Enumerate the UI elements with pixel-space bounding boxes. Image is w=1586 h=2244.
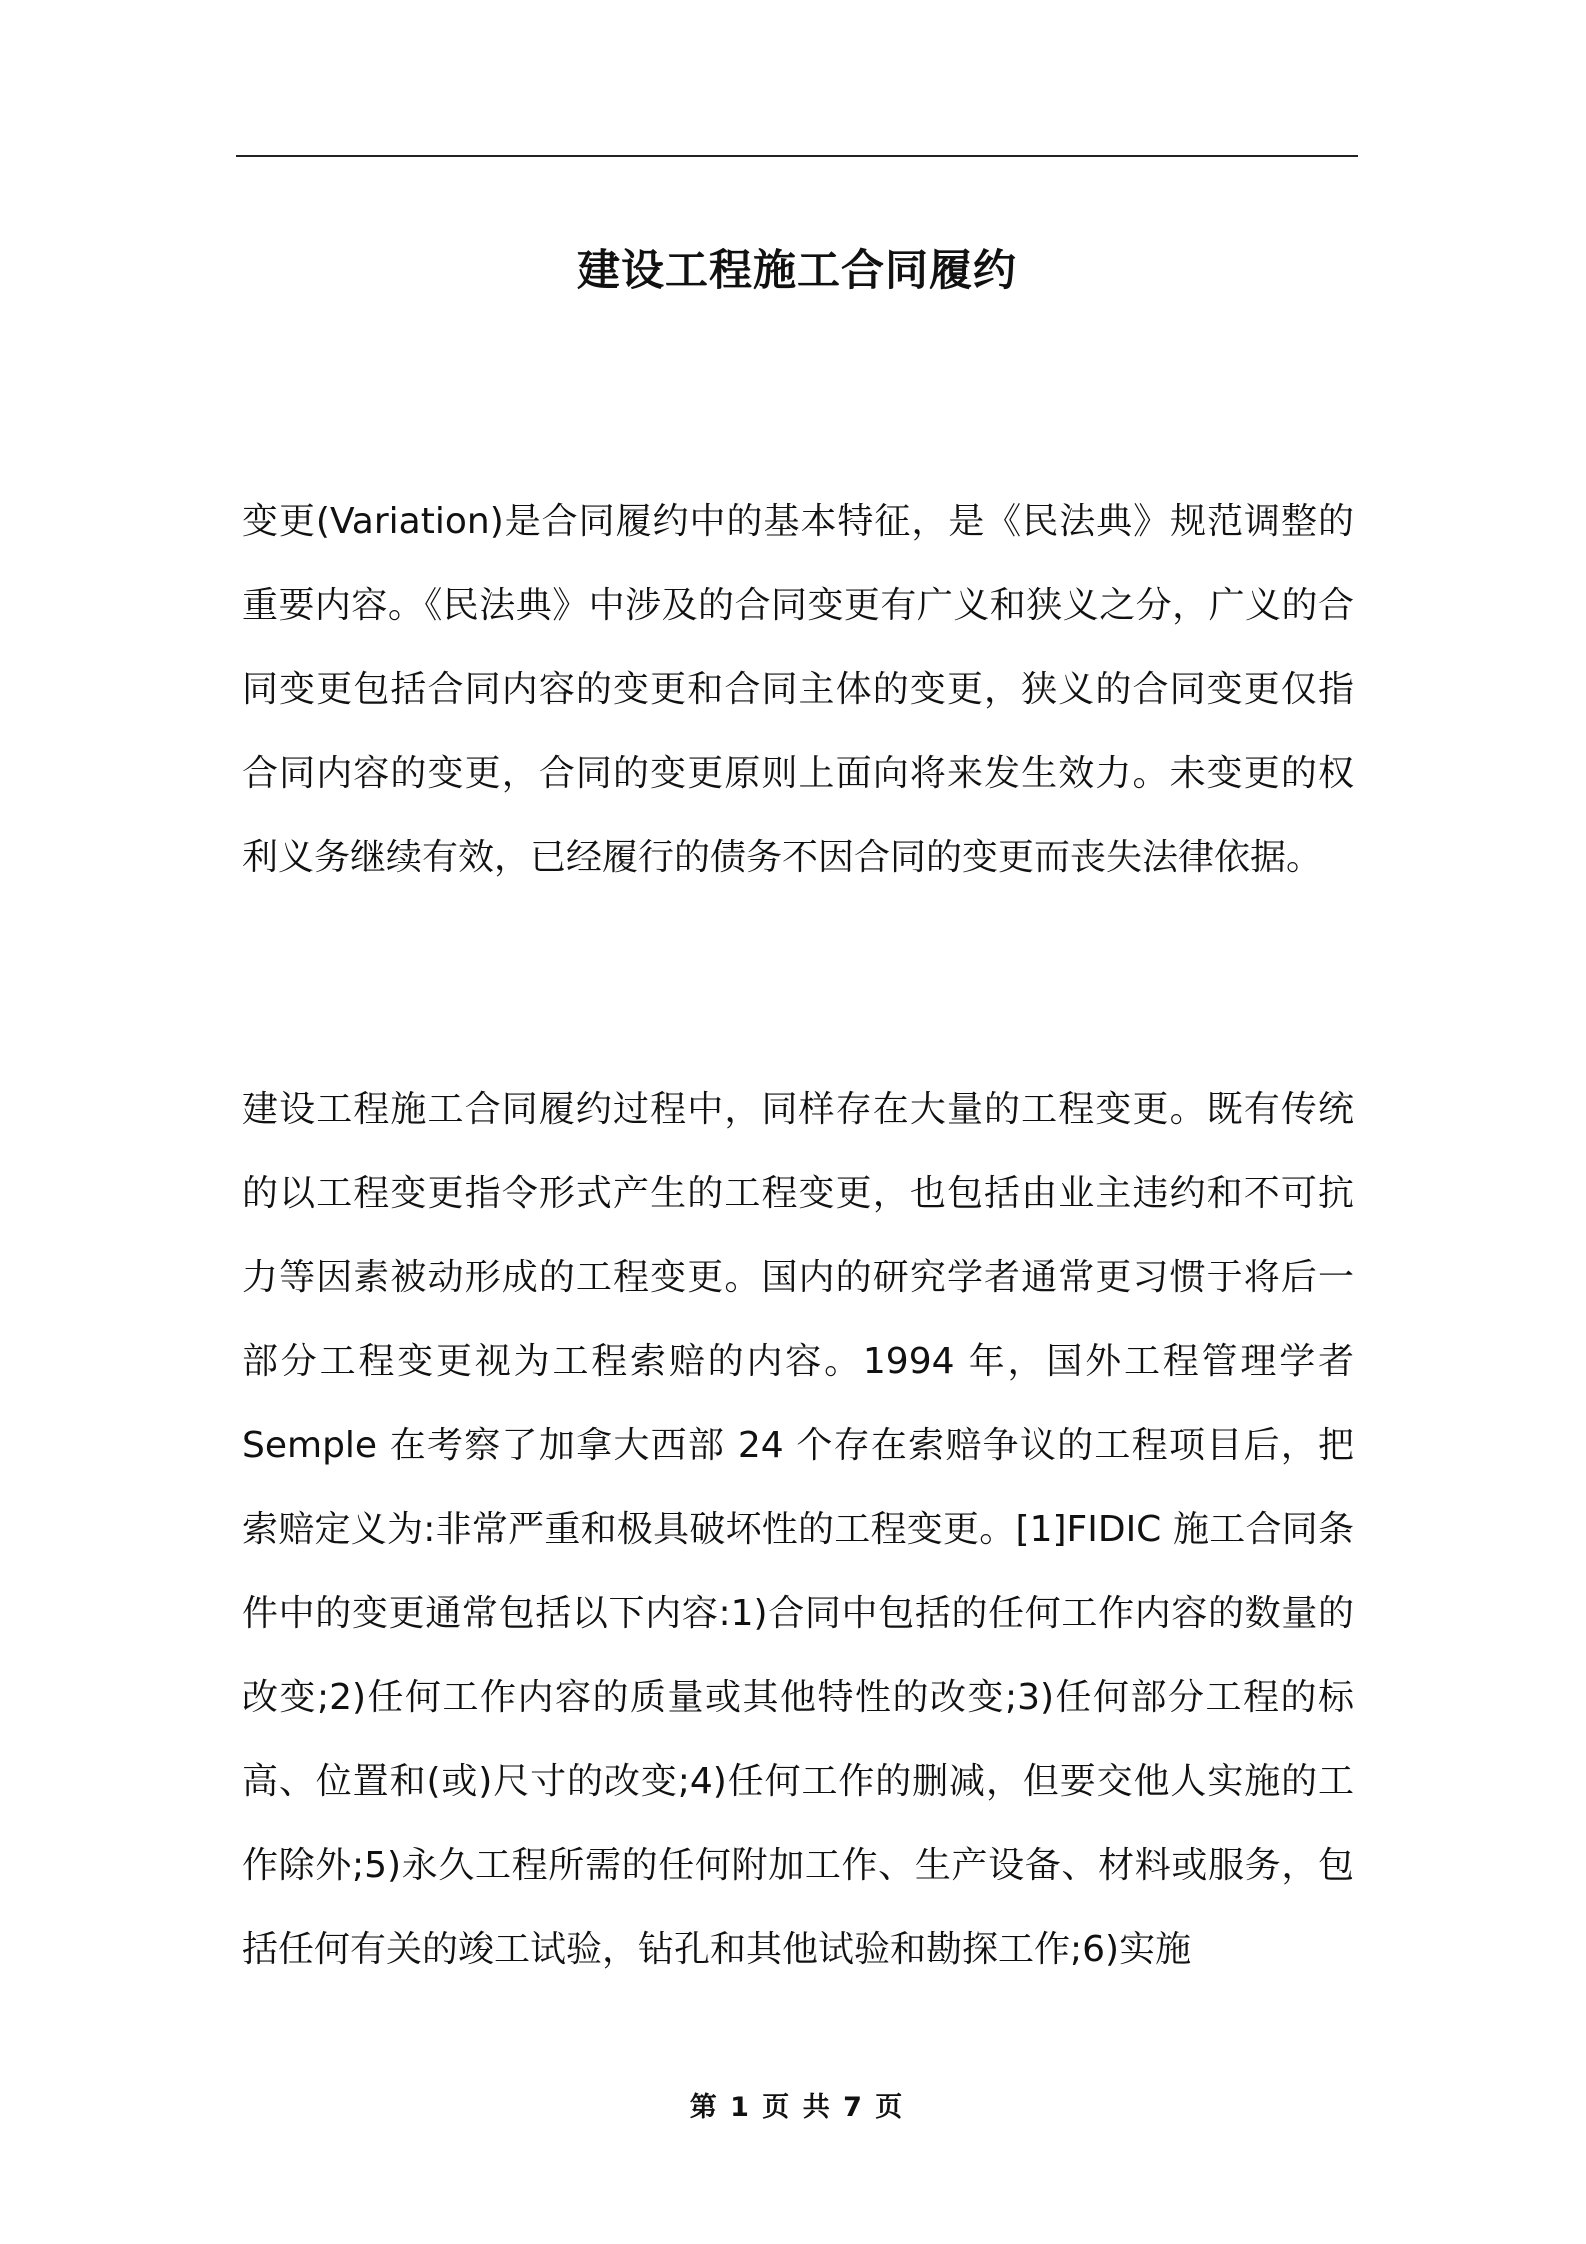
header-rule	[236, 155, 1358, 157]
body-paragraph: 变更(Variation)是合同履约中的基本特征，是《民法典》规范调整的重要内容。《民法典》中涉及的合同变更有广义和狭义之分，广义的合同变更包括合同内容的变更和合同主体的变更，狭义的合同变更仅指合同内容的变更，合同的变更原则上面向将来发生效力。未变更的权利义务继续有效，已经履行的债务不因合同的变更而丧失法律依据。	[242, 501, 1354, 878]
document-title: 建设工程施工合同履约	[577, 245, 1017, 296]
body-paragraph: 建设工程施工合同履约过程中，同样存在大量的工程变更。既有传统的以工程变更指令形式产生的工程变更，也包括由业主违约和不可抗力等因素被动形成的工程变更。国内的研究学者通常更习惯于将后一部分工程变更视为工程索赔的内容。1994 年，国外工程管理学者 Semple 在考察了加拿大西部 24 个存在索赔争议的工程项目后，把索赔定义为:非常严重和极具破坏性的工程变更。[1]FIDIC 施工合同条件中的变更通常包括以下内容:1)合同中包括的任何工作内容的数量的改变;2)任何工作内容的质量或其他特性的改变;3)任何部分工程的标高、位置和(或)尺寸的改变;4)任何工作的删减，但要交他人实施的工作除外;5)永久工程所需的任何附加工作、生产设备、材料或服务，包括任何有关的竣工试验，钻孔和其他试验和勘探工作;6)实施	[242, 1089, 1354, 1970]
page-number-footer: 第 1 页 共 7 页	[689, 2092, 905, 2123]
